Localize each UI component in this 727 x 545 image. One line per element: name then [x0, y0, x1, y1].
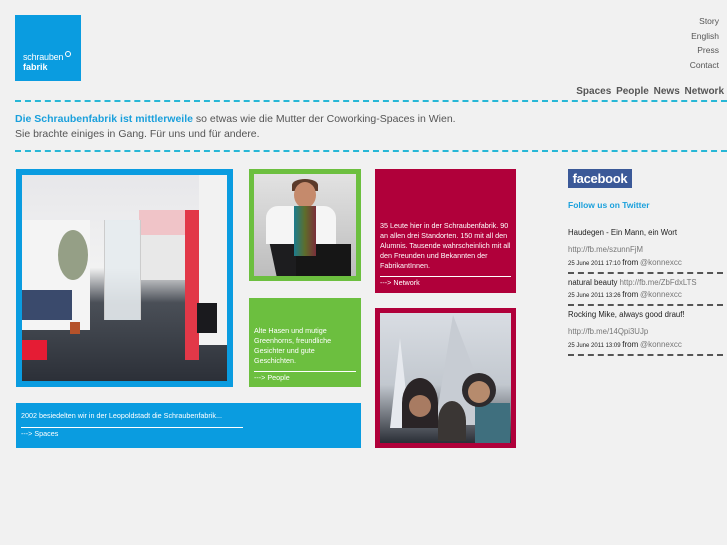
tweet-meta — [568, 289, 723, 302]
main-nav-spaces[interactable]: Spaces — [576, 86, 612, 97]
tweet-meta — [568, 257, 723, 270]
tweet-list — [568, 227, 723, 359]
network-link[interactable]: ---> Network — [380, 278, 420, 287]
tweet-item — [568, 227, 723, 274]
tweet-url[interactable]: http://fb.me/szunnFjM — [568, 245, 643, 254]
tweet-text: Rocking Mike, always good drauf! — [568, 310, 685, 319]
tweet-from: from — [622, 340, 639, 349]
tweet-text: Haudegen - Ein Mann, ein Wort — [568, 228, 678, 237]
logo-text-schrauben: schrauben — [23, 52, 64, 62]
tweet-item — [568, 277, 723, 306]
tile-network[interactable] — [375, 169, 516, 293]
main-nav — [574, 86, 724, 97]
tweet-meta — [568, 339, 723, 352]
intro-highlight: Die Schraubenfabrik ist mittlerweile — [15, 113, 193, 125]
tweet-url[interactable]: http://fb.me/ZbFdxLTS — [619, 278, 697, 287]
tweet-text-row — [568, 277, 723, 289]
tile-people[interactable] — [249, 298, 361, 387]
intro-line1: so etwas wie die Mutter der Coworking-Spaces in Wien. — [192, 113, 456, 125]
network-rule — [380, 276, 511, 277]
tweet-item — [568, 309, 723, 356]
logo[interactable] — [15, 15, 81, 81]
tile-person-photo[interactable] — [249, 169, 361, 281]
logo-ring-icon — [65, 51, 71, 57]
tweet-date: 25 June 2011 17:10 — [568, 261, 621, 267]
tweet-text: natural beauty — [568, 278, 618, 287]
person-photo — [254, 174, 356, 276]
twitter-follow-link[interactable]: Follow us on Twitter — [568, 200, 650, 210]
tweet-user[interactable]: @konnexcc — [639, 258, 682, 267]
meta-nav-press[interactable]: Press — [697, 45, 719, 55]
spaces-rule — [21, 427, 243, 428]
tweet-from: from — [622, 290, 639, 299]
meta-nav — [690, 14, 719, 72]
divider-top — [15, 100, 727, 102]
intro-line2: Sie brachte einiges in Gang. Für uns und für andere. — [15, 128, 260, 140]
room-photo — [22, 175, 227, 381]
tweet-date: 25 June 2011 13:09 — [568, 343, 621, 349]
tweet-date: 25 June 2011 13:26 — [568, 293, 621, 299]
ski-photo — [380, 313, 511, 443]
tweet-user[interactable]: @konnexcc — [639, 290, 682, 299]
people-text: Alte Hasen und mutige Greenhorns, freundliche Gesichter und gute Geschichten. — [254, 326, 332, 365]
intro-text — [15, 112, 456, 142]
people-link[interactable]: ---> People — [254, 373, 290, 382]
tweet-url[interactable]: http://fb.me/14Qpi3UJp — [568, 327, 649, 336]
tweet-user[interactable]: @konnexcc — [639, 340, 682, 349]
logo-text-fabrik: fabrik — [23, 62, 48, 72]
tile-spaces[interactable] — [16, 403, 361, 448]
tile-ski-photo[interactable] — [375, 308, 516, 448]
divider-bottom — [15, 150, 727, 152]
main-nav-people[interactable]: People — [616, 86, 649, 97]
tweet-from: from — [622, 258, 639, 267]
meta-nav-contact[interactable]: Contact — [689, 59, 719, 70]
meta-nav-story[interactable]: Story — [699, 16, 719, 26]
spaces-link[interactable]: ---> Spaces — [21, 429, 59, 438]
spaces-text: 2002 besiedelten wir in der Leopoldstadt die Schraubenfabrik... — [21, 411, 222, 420]
network-text: 35 Leute hier in der Schraubenfabrik. 90 an allen drei Standorten. 150 mit all den Alumnis. Tausende wahrscheinlich mit all den Freunden und Bekannten der FabrikantInnen. — [380, 221, 511, 270]
facebook-button[interactable]: facebook — [568, 169, 632, 188]
main-nav-news[interactable]: News — [653, 86, 680, 97]
main-nav-network[interactable]: Network — [684, 86, 724, 97]
meta-nav-english[interactable]: English — [691, 30, 719, 41]
tile-room-photo[interactable] — [16, 169, 233, 387]
people-rule — [254, 371, 356, 372]
